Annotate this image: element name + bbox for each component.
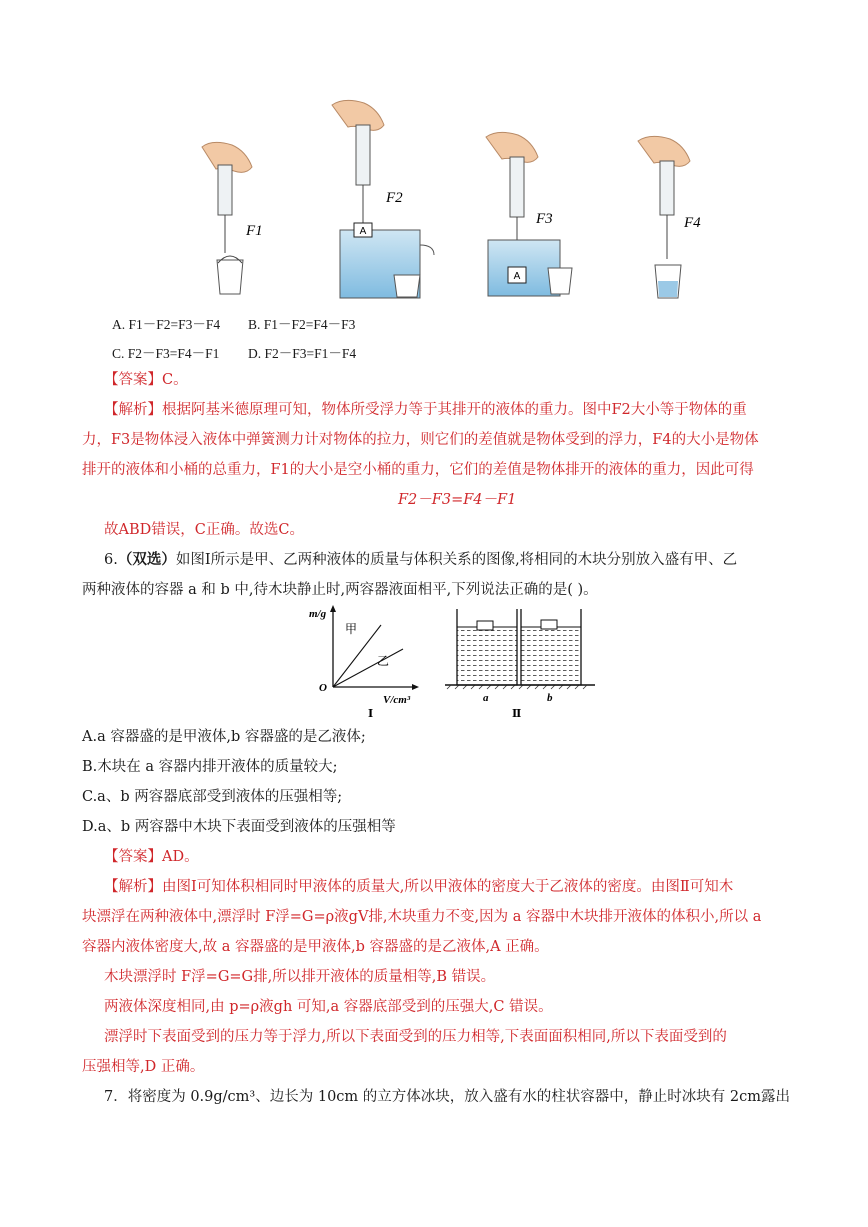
spring-scale-figure — [180, 95, 740, 305]
q5-analysis-line-3: 排开的液体和小桶的总重力，F1的大小是空小桶的重力，它们的差值是物体排开的液体的重力，因此可得 — [82, 462, 754, 478]
container-figure — [445, 609, 595, 689]
q5-option-a: A. F1－F2=F3－F4 — [112, 317, 221, 332]
scale-2 — [332, 100, 434, 298]
q6-analysis-line-4: 木块漂浮时 F浮=G=G排,所以排开液体的质量相等,B 错误。 — [104, 969, 496, 985]
q6-stem-line-1 — [104, 550, 737, 570]
q6-analysis-line-5: 两液体深度相同,由 p=ρ液gh 可知,a 容器底部受到的压强大,C 错误。 — [104, 999, 553, 1015]
graph-origin: O — [319, 682, 327, 694]
container-b-label: b — [547, 692, 553, 704]
q6-option-d: D.a、b 两容器中木块下表面受到液体的压强相等 — [82, 819, 396, 835]
q5-option-c: C. F2－F3=F4－F1 — [112, 346, 220, 361]
q7-stem-line-1: 7．将密度为 0.9g/cm³、边长为 10cm 的立方体冰块，放入盛有水的柱状容器中，静止时冰块有 2cm露出 — [104, 1089, 790, 1105]
q6-analysis-line-7: 压强相等,D 正确。 — [82, 1059, 205, 1075]
graph-x-label: V/cm³ — [383, 694, 411, 706]
analysis-label: 【解析】 — [104, 879, 162, 895]
q6-analysis-line-1 — [104, 877, 733, 897]
q6-stem-text: 如图Ⅰ所示是甲、乙两种液体的质量与体积关系的图像,将相同的木块分别放入盛有甲、乙 — [175, 552, 738, 568]
density-graph-figure — [305, 603, 605, 721]
scale-4 — [638, 136, 690, 298]
analysis-text: 根据阿基米德原理可知，物体所受浮力等于其排开的液体的重力。图中F2大小等于物体的重 — [162, 402, 747, 418]
q6-analysis-line-2: 块漂浮在两种液体中,漂浮时 F浮=G=ρ液gV排,木块重力不变,因为 a 容器中木块排开液体的体积小,所以 a — [82, 909, 762, 925]
q6-stem-line-2: 两种液体的容器 a 和 b 中,待木块静止时,两容器液面相平,下列说法正确的是( )。 — [82, 582, 598, 598]
block-a-label-1: A — [359, 226, 367, 237]
graph-caption-1: Ⅰ — [368, 707, 374, 720]
q5-answer: 【答案】C。 — [104, 372, 188, 388]
label-f2: F2 — [386, 190, 403, 206]
graph-label-jia: 甲 — [345, 622, 358, 636]
label-f3: F3 — [536, 211, 553, 227]
analysis-text: 由图Ⅰ可知体积相同时甲液体的质量大,所以甲液体的密度大于乙液体的密度。由图Ⅱ可知木 — [162, 879, 734, 895]
q6-answer: 【答案】AD。 — [104, 849, 199, 865]
q5-analysis-line-2: 力，F3是物体浸入液体中弹簧测力计对物体的拉力，则它们的差值就是物体受到的浮力，F4的大小是物体 — [82, 432, 759, 448]
q5-analysis-conclusion: 故ABD错误，C正确。故选C。 — [104, 522, 304, 538]
q6-analysis-line-3: 容器内液体密度大,故 a 容器盛的是甲液体,b 容器盛的是乙液体,A 正确。 — [82, 939, 549, 955]
graph-y-label: m/g — [309, 608, 327, 620]
q5-option-b: B. F1－F2=F4－F3 — [248, 317, 356, 332]
label-f4: F4 — [684, 215, 701, 231]
q5-analysis-line-1 — [104, 400, 747, 420]
block-a-label-2: A — [513, 271, 521, 282]
label-f1: F1 — [246, 223, 263, 239]
q6-option-b: B.木块在 a 容器内排开液体的质量较大; — [82, 759, 338, 775]
scale-1 — [202, 142, 252, 294]
line-yi — [333, 649, 403, 687]
graph-caption-2: Ⅱ — [512, 707, 522, 720]
container-a-label: a — [483, 692, 489, 704]
q5-option-d: D. F2－F3=F1－F4 — [248, 346, 357, 361]
q6-tag: （双选） — [117, 551, 176, 568]
q5-analysis-equation: F2－F3=F4－F1 — [398, 492, 517, 508]
scale-3 — [486, 132, 572, 296]
q6-analysis-line-6: 漂浮时下表面受到的压力等于浮力,所以下表面受到的压力相等,下表面面积相同,所以下表面受到的 — [104, 1029, 727, 1045]
q6-number: 6. — [104, 552, 118, 568]
graph-label-yi: 乙 — [377, 654, 390, 668]
q6-option-c: C.a、b 两容器底部受到液体的压强相等; — [82, 789, 343, 805]
analysis-label: 【解析】 — [104, 402, 162, 418]
q6-option-a: A.a 容器盛的是甲液体,b 容器盛的是乙液体; — [82, 729, 366, 745]
